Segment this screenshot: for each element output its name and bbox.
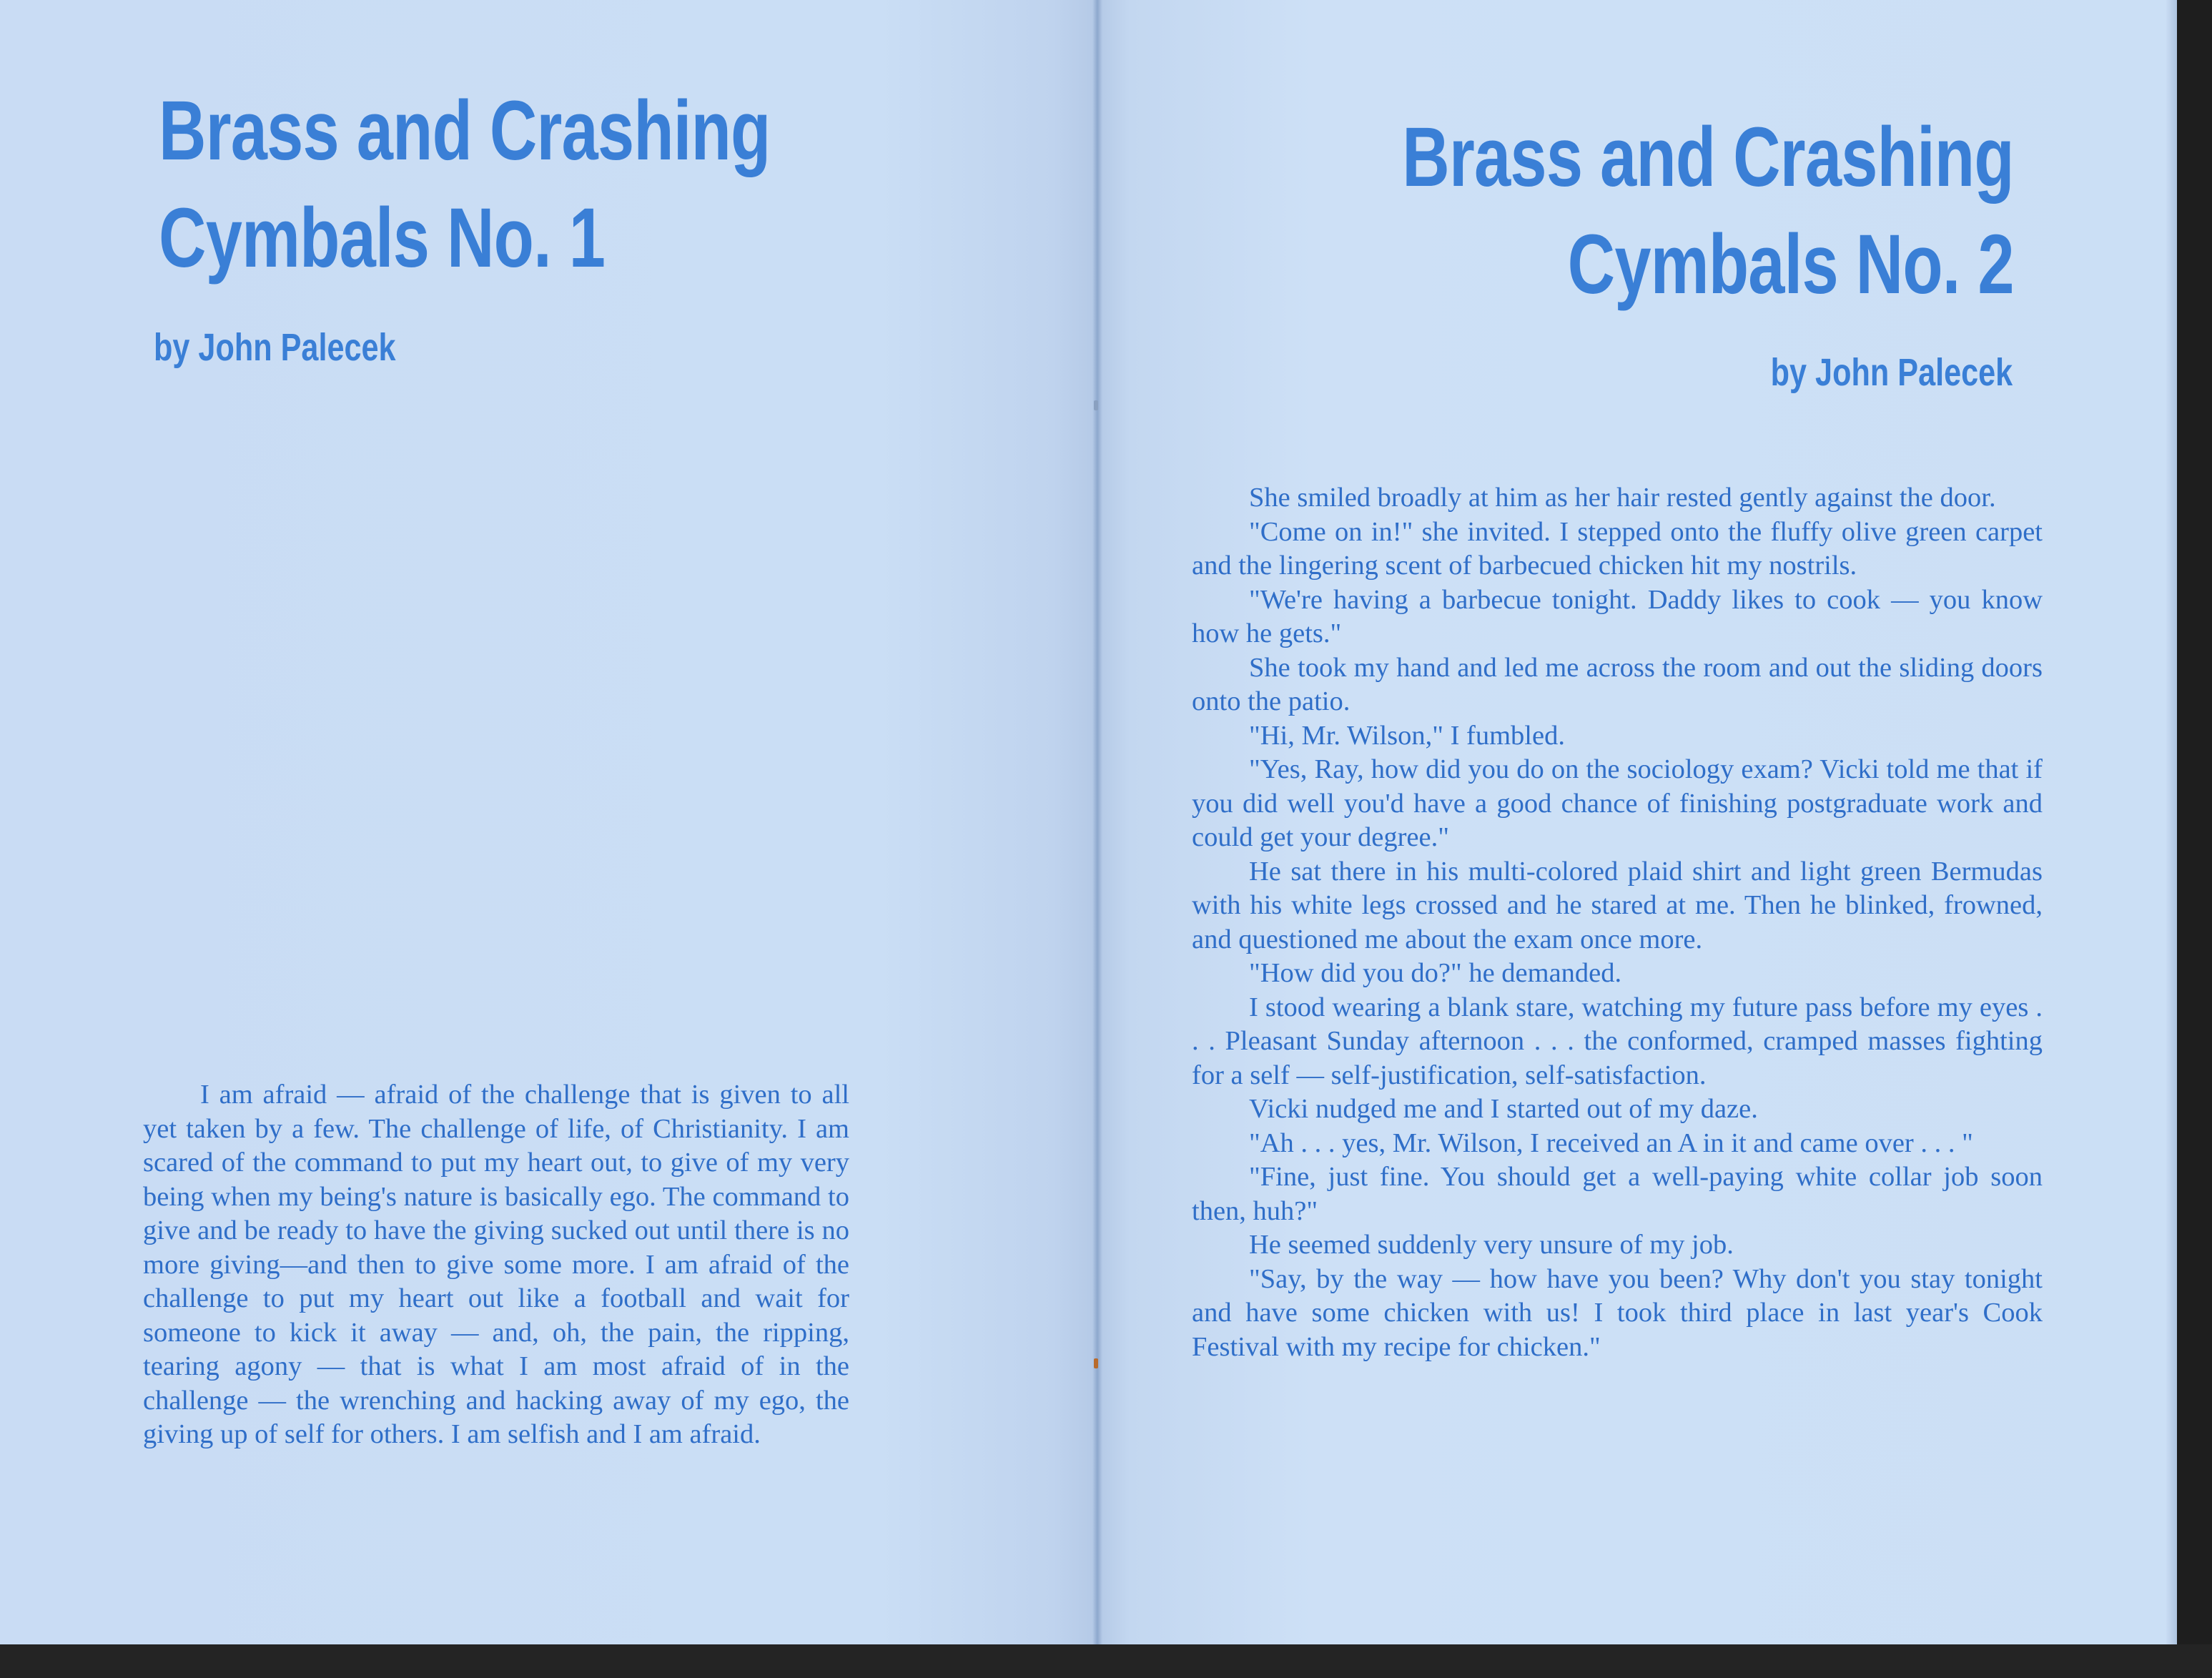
right-paragraph: Vicki nudged me and I started out of my daze. <box>1249 1094 1758 1124</box>
right-page-title <box>1403 104 2014 318</box>
left-page <box>0 0 1097 1644</box>
right-page-body <box>1192 481 2043 1364</box>
right-paragraph: He seemed suddenly very unsure of my job. <box>1249 1230 1734 1260</box>
staple-mark <box>1094 400 1098 410</box>
left-page-body <box>143 1078 849 1452</box>
left-page-title <box>159 77 770 292</box>
binding-gutter <box>1092 0 1102 1644</box>
right-paragraph: "Hi, Mr. Wilson," I fumbled. <box>1249 720 1565 751</box>
right-title-line-1: Brass and Crashing <box>1402 110 2014 204</box>
right-paragraph: "We're having a barbecue tonight. Daddy likes to cook — you know how he gets." <box>1192 584 2043 648</box>
left-title-line-2: Cymbals No. 1 <box>159 191 606 285</box>
right-title-line-2: Cymbals No. 2 <box>1567 217 2014 312</box>
staple-mark <box>1094 1358 1098 1368</box>
right-paragraph: "Say, by the way — how have you been? Why don't you stay tonight and have some chicken with us! I took third place in last year's Cook Festival with my recipe for chicken." <box>1192 1263 2043 1362</box>
background-edge-bottom <box>0 1644 2212 1678</box>
right-paragraph: She smiled broadly at him as her hair rested gently against the door. <box>1249 483 1996 513</box>
right-paragraph: "Fine, just fine. You should get a well-paying white collar job soon then, huh?" <box>1192 1162 2043 1226</box>
right-paragraph: "Come on in!" she invited. I stepped onto the fluffy olive green carpet and the lingering scent of barbecued chicken hit my nostrils. <box>1192 516 2043 581</box>
right-paragraph: He sat there in his multi-colored plaid shirt and light green Bermudas with his white legs crossed and he stared at me. Then he blinked, frowned, and questioned me about the exam once more. <box>1192 856 2043 954</box>
right-paragraph: She took my hand and led me across the room and out the sliding doors onto the patio. <box>1192 652 2043 716</box>
left-paragraph: I am afraid — afraid of the challenge that is given to all yet taken by a few. The challenge of life, of Christianity. I am scared of the command to put my heart out, to give of my very being when my being's nature is basically ego. The command to give and be ready to have the giving sucked out until there is no more giving—and then to give some more. I am afraid of the challenge to put my heart out like a football and wait for someone to kick it away — and, oh, the pain, the ripping, tearing agony — that is what I am most afraid of in the challenge — the wrenching and hacking away of my ego, the giving up of self for others. I am selfish and I am afraid. <box>143 1080 849 1449</box>
right-paragraph: I stood wearing a blank stare, watching my future pass before my eyes . . . Pleasant Sunday afternoon . . . the conformed, cramped masses fighting for a self — self-justification, self-satisfaction. <box>1192 992 2043 1090</box>
right-paragraph: "Ah . . . yes, Mr. Wilson, I received an A in it and came over . . . " <box>1249 1127 1973 1158</box>
right-page-byline: by John Palecek <box>1770 351 2013 394</box>
right-paragraph: "Yes, Ray, how did you do on the sociology exam? Vicki told me that if you did well you'd have a good chance of finishing postgraduate work and could get your degree." <box>1192 754 2043 852</box>
left-title-line-1: Brass and Crashing <box>159 84 771 178</box>
background-edge-right <box>2177 0 2212 1678</box>
right-paragraph: "How did you do?" he demanded. <box>1249 958 1622 988</box>
left-page-byline: by John Palecek <box>154 326 396 369</box>
